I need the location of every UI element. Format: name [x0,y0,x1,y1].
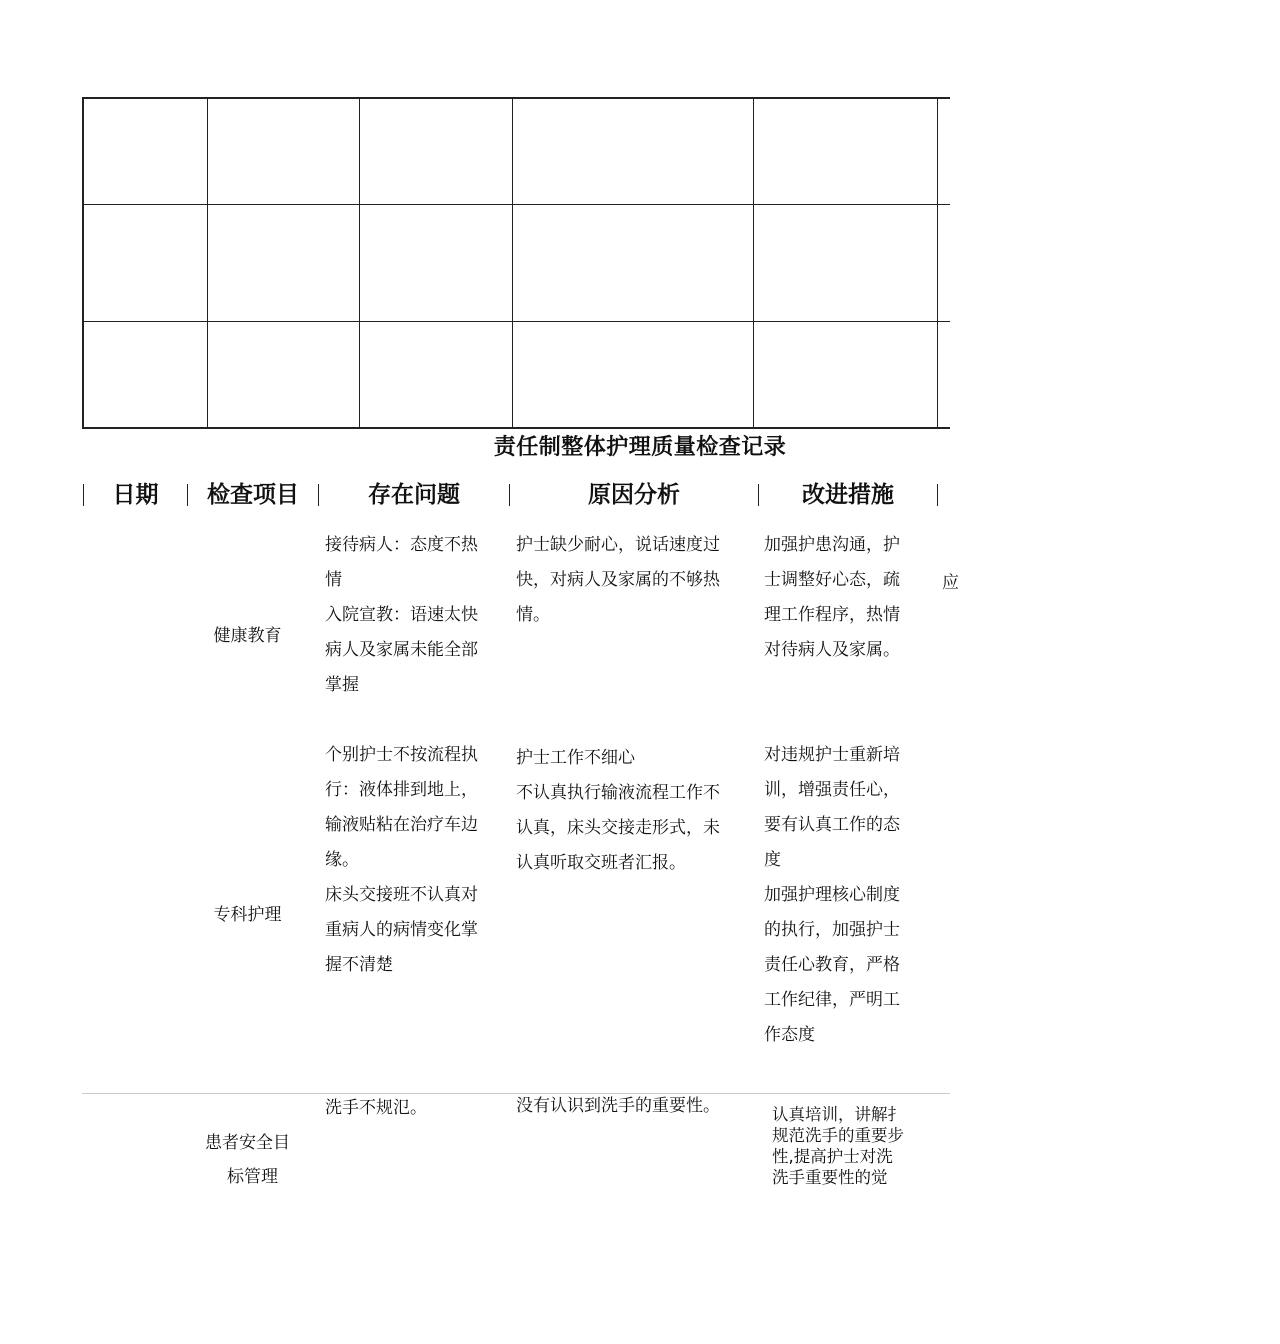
row-problems: 洗手不规氾。 [325,1098,427,1118]
grid-v-line-1 [82,97,84,429]
row-project: 健康教育 [213,626,282,646]
row-causes: 护士缺少耐心，说话速度过 快，对病人及家属的不够热 情。 [516,535,720,625]
grid-v-line-5 [753,97,754,429]
grid-h-line-2 [82,204,950,205]
header-date: 日期 [112,482,159,508]
row-measures: 加强护患沟通，护 士调整好心态，疏 理工作程序，热情 对待病人及家属。 [764,535,900,660]
header-check-item: 检查项目 [207,482,299,508]
row-edge-char: 应 [942,573,959,593]
header-problems: 存在问题 [368,482,460,508]
row-causes: 没有认识到洗手的重要性。 [516,1096,720,1116]
grid-v-line-4 [512,97,513,429]
row-project-line2: 标管理 [227,1167,278,1187]
row-project-line1: 患者安全目 [205,1133,290,1153]
row-problems: 个别护士不按流程执 行：液体排到地上， 输液贴粘在治疗车边 缘。 床头交接班不认真对 重病人的病情变化掌 握不清楚 [325,745,478,975]
grid-v-line-3 [359,97,360,429]
grid-h-line-3 [82,321,950,322]
grid-v-line-6 [937,97,938,429]
grid-v-line-2 [207,97,208,429]
document-title: 责任制整体护理质量检查记录 [493,435,787,460]
row-causes: 护士工作不细心 不认真执行输液流程工作不 认真，床头交接走形式，未 认真听取交班者汇报。 [516,748,720,873]
row-measures: 认真培训，讲解扌 规范洗手的重要步 性,提高护士对洗 洗手重要性的觉 [772,1105,904,1187]
grid-h-line-top [82,97,950,99]
header-improvements: 改进措施 [802,482,894,508]
header-sep-5 [937,484,938,506]
header-cause-analysis: 原因分析 [588,482,680,508]
row-problems: 接待病人：态度不热 情 入院宣教：语速太快 病人及家属未能全部 掌握 [325,535,478,695]
grid-h-line-bottom [82,427,950,429]
row-project: 专科护理 [213,905,282,925]
row-measures: 对违规护士重新培 训，增强责任心， 要有认真工作的态 度 加强护理核心制度 的执行，加强护士 责任心教育，严格 工作纪律，严明工 作态度 [764,745,900,1045]
